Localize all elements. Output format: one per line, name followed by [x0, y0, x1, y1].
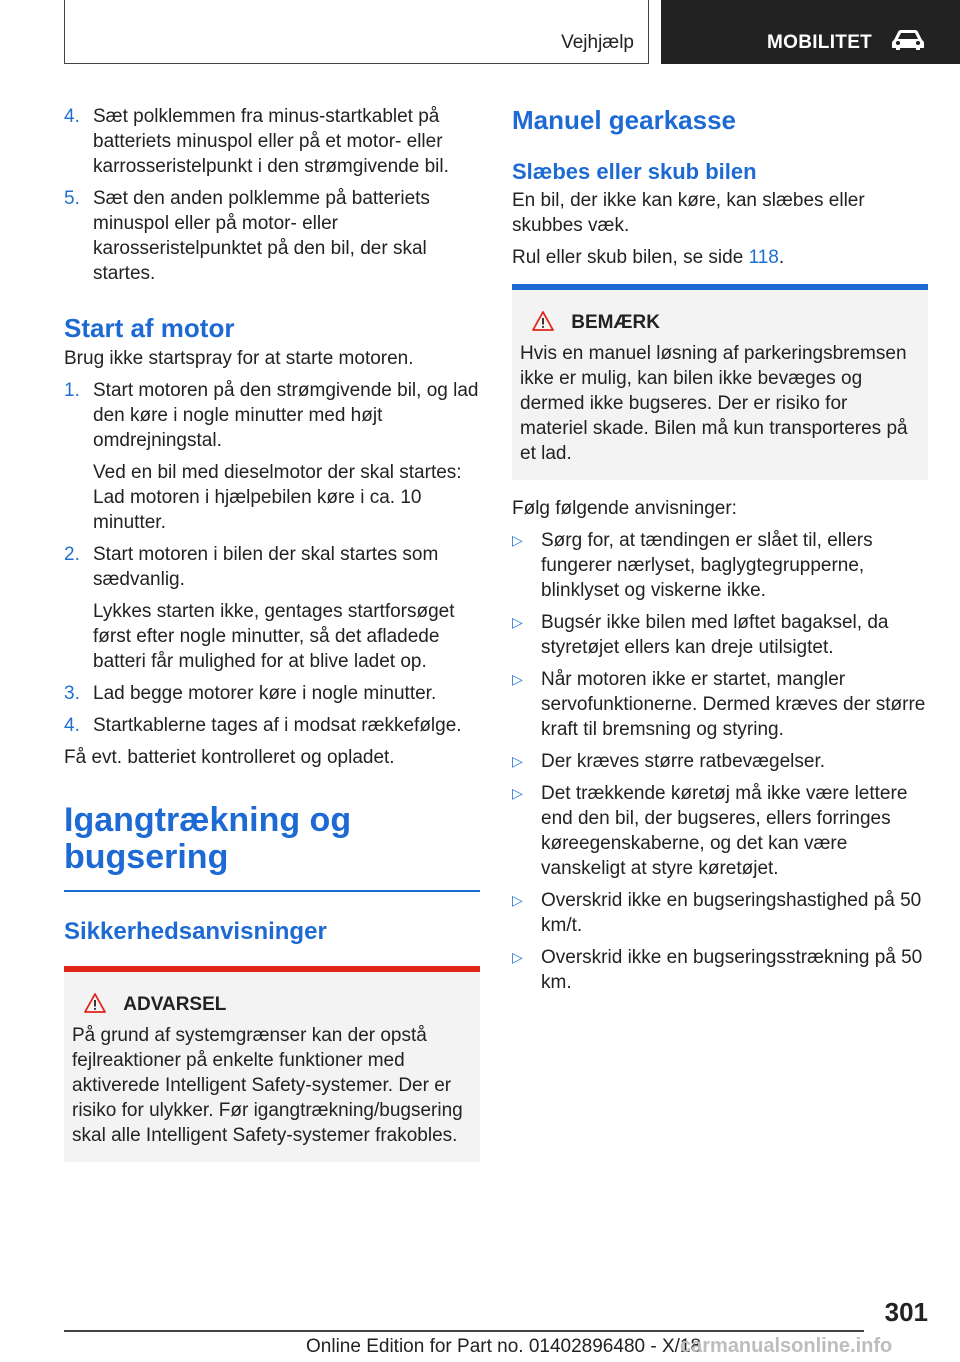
- watermark: carmanualsonline.info: [680, 1335, 893, 1357]
- right-column: [512, 104, 928, 1002]
- list-item: [64, 104, 480, 179]
- step-text: Start motoren i bilen der skal startes som sædvanlig.: [93, 544, 439, 590]
- bullet-triangle-icon: ▷: [512, 949, 523, 965]
- step-number: 3.: [64, 683, 80, 704]
- bullet-triangle-icon: ▷: [512, 892, 523, 908]
- step-text: Sæt polklemmen fra minus-startkablet på batteriets minuspol eller på et motor- eller karrosseristelpunkt i den strømgivende bil.: [93, 106, 449, 177]
- heading-start-af-motor: Start af motor: [64, 313, 235, 343]
- chapter-heading: Igangtrækning og bugsering: [64, 801, 352, 876]
- header-chapter-box: [661, 0, 960, 64]
- note-label: BEMÆRK: [571, 312, 660, 333]
- bullet-triangle-icon: ▷: [512, 614, 523, 630]
- heading-rule: [64, 890, 480, 892]
- bullet-triangle-icon: ▷: [512, 671, 523, 687]
- step-text: Lad begge motorer køre i nogle minutter.: [93, 683, 437, 704]
- list-item: [64, 378, 480, 453]
- bullet-triangle-icon: ▷: [512, 532, 523, 548]
- bullet-text: Når motoren ikke er startet, mangler servofunktionerne. Dermed kræves der større kraft til bremsning og styring.: [541, 669, 926, 740]
- bullet-text: Det trækkende køretøj må ikke være lettere end den bil, der bugseres, ellers forringes køreegenskaberne, og det kan være vanskeligt at styre køretøjet.: [541, 783, 908, 879]
- section-title: Vejhjælp: [561, 32, 634, 53]
- warning-text: På grund af systemgrænser kan der opstå fejlreaktioner på enkelte funktioner med aktiverede Intelligent Safety-systemer. Der er risiko for ulykker. Før igangtrækning/bugsering skal alle Intelligent Safety-systemer frakobles.: [72, 1024, 463, 1146]
- page-number: 301: [884, 1297, 928, 1327]
- reference-suffix: .: [778, 247, 785, 268]
- step-note: Ved en bil med dieselmotor der skal startes: Lad motoren i hjælpebilen køre i ca. 10 minutter.: [93, 462, 462, 533]
- start-intro: Brug ikke startspray for at starte motoren.: [64, 348, 414, 369]
- step-text: Start motoren på den strømgivende bil, og lad den køre i nogle minutter med højt omdrejningstal.: [93, 380, 479, 451]
- list-item: [64, 186, 480, 286]
- heading-manuel-gearkasse: Manuel gearkasse: [512, 105, 737, 135]
- list-item: [512, 749, 928, 774]
- list-item: [512, 610, 928, 660]
- closing-text: Få evt. batteriet kontrolleret og opladet.: [64, 747, 395, 768]
- bullet-text: Sørg for, at tændingen er slået til, ellers fungerer nærlyset, baglygtegrupperne, blinklyset og viskerne ikke.: [541, 530, 873, 601]
- list-item: [512, 945, 928, 995]
- step-number: 4.: [64, 106, 80, 127]
- bullet-text: Bugsér ikke bilen med løftet bagaksel, da styretøjet ellers kan dreje utilsigtet.: [541, 612, 889, 658]
- step-number: 5.: [64, 188, 80, 209]
- subheading-slaebes: Slæbes eller skub bilen: [512, 159, 757, 184]
- left-column: [64, 104, 480, 1162]
- page-reference: [512, 245, 928, 270]
- intro-text: En bil, der ikke kan køre, kan slæbes eller skubbes væk.: [512, 190, 865, 236]
- bullet-triangle-icon: ▷: [512, 785, 523, 801]
- warning-label: ADVARSEL: [123, 993, 227, 1015]
- list-item: [512, 781, 928, 881]
- step-note: Lykkes starten ikke, gentages startforsøget først efter nogle minutter, så det afladede batteri får mulighed for at blive ladet op.: [93, 601, 455, 672]
- list-item: [64, 713, 480, 738]
- warning-box: [64, 966, 480, 1162]
- bullet-triangle-icon: ▷: [512, 753, 523, 769]
- list-item: [64, 681, 480, 706]
- list-item: [512, 888, 928, 938]
- note-box: [512, 284, 928, 480]
- step-number: 4.: [64, 715, 80, 736]
- bullet-text: Overskrid ikke en bugseringsstrækning på 50 km.: [541, 947, 923, 993]
- warning-icon: [532, 311, 554, 331]
- bullet-text: Overskrid ikke en bugseringshastighed på 50 km/t.: [541, 890, 922, 936]
- step-number: 2.: [64, 544, 80, 565]
- list-item: [512, 528, 928, 603]
- header-section-box: [64, 0, 649, 64]
- step-number: 1.: [64, 380, 80, 401]
- step-text: Startkablerne tages af i modsat rækkefølge.: [93, 715, 462, 736]
- list-item: [64, 542, 480, 592]
- car-icon: [891, 29, 925, 51]
- step-text: Sæt den anden polklemme på batteriets minuspol eller på motor- eller karosseristelpunktet på den bil, der skal startes.: [93, 188, 430, 284]
- chapter-title: MOBILITET: [767, 32, 873, 53]
- footer-rule: [64, 1330, 864, 1332]
- reference-prefix: Rul eller skub bilen, se side: [512, 247, 749, 268]
- bullet-text: Der kræves større ratbevægelser.: [541, 751, 826, 772]
- list-item: [512, 667, 928, 742]
- page-link[interactable]: 118: [748, 247, 779, 268]
- instructions-intro: Følg følgende anvisninger:: [512, 498, 737, 519]
- warning-icon: [84, 993, 106, 1013]
- edition-text: Online Edition for Part no. 01402896480 - X/18: [306, 1336, 702, 1357]
- note-text: Hvis en manuel løsning af parkeringsbremsen ikke er mulig, kan bilen ikke bevæges og dermed ikke bugseres. Der er risiko for materiel skade. Bilen må kun transporteres på et lad.: [520, 343, 908, 464]
- heading-safety: Sikkerhedsanvisninger: [64, 917, 327, 945]
